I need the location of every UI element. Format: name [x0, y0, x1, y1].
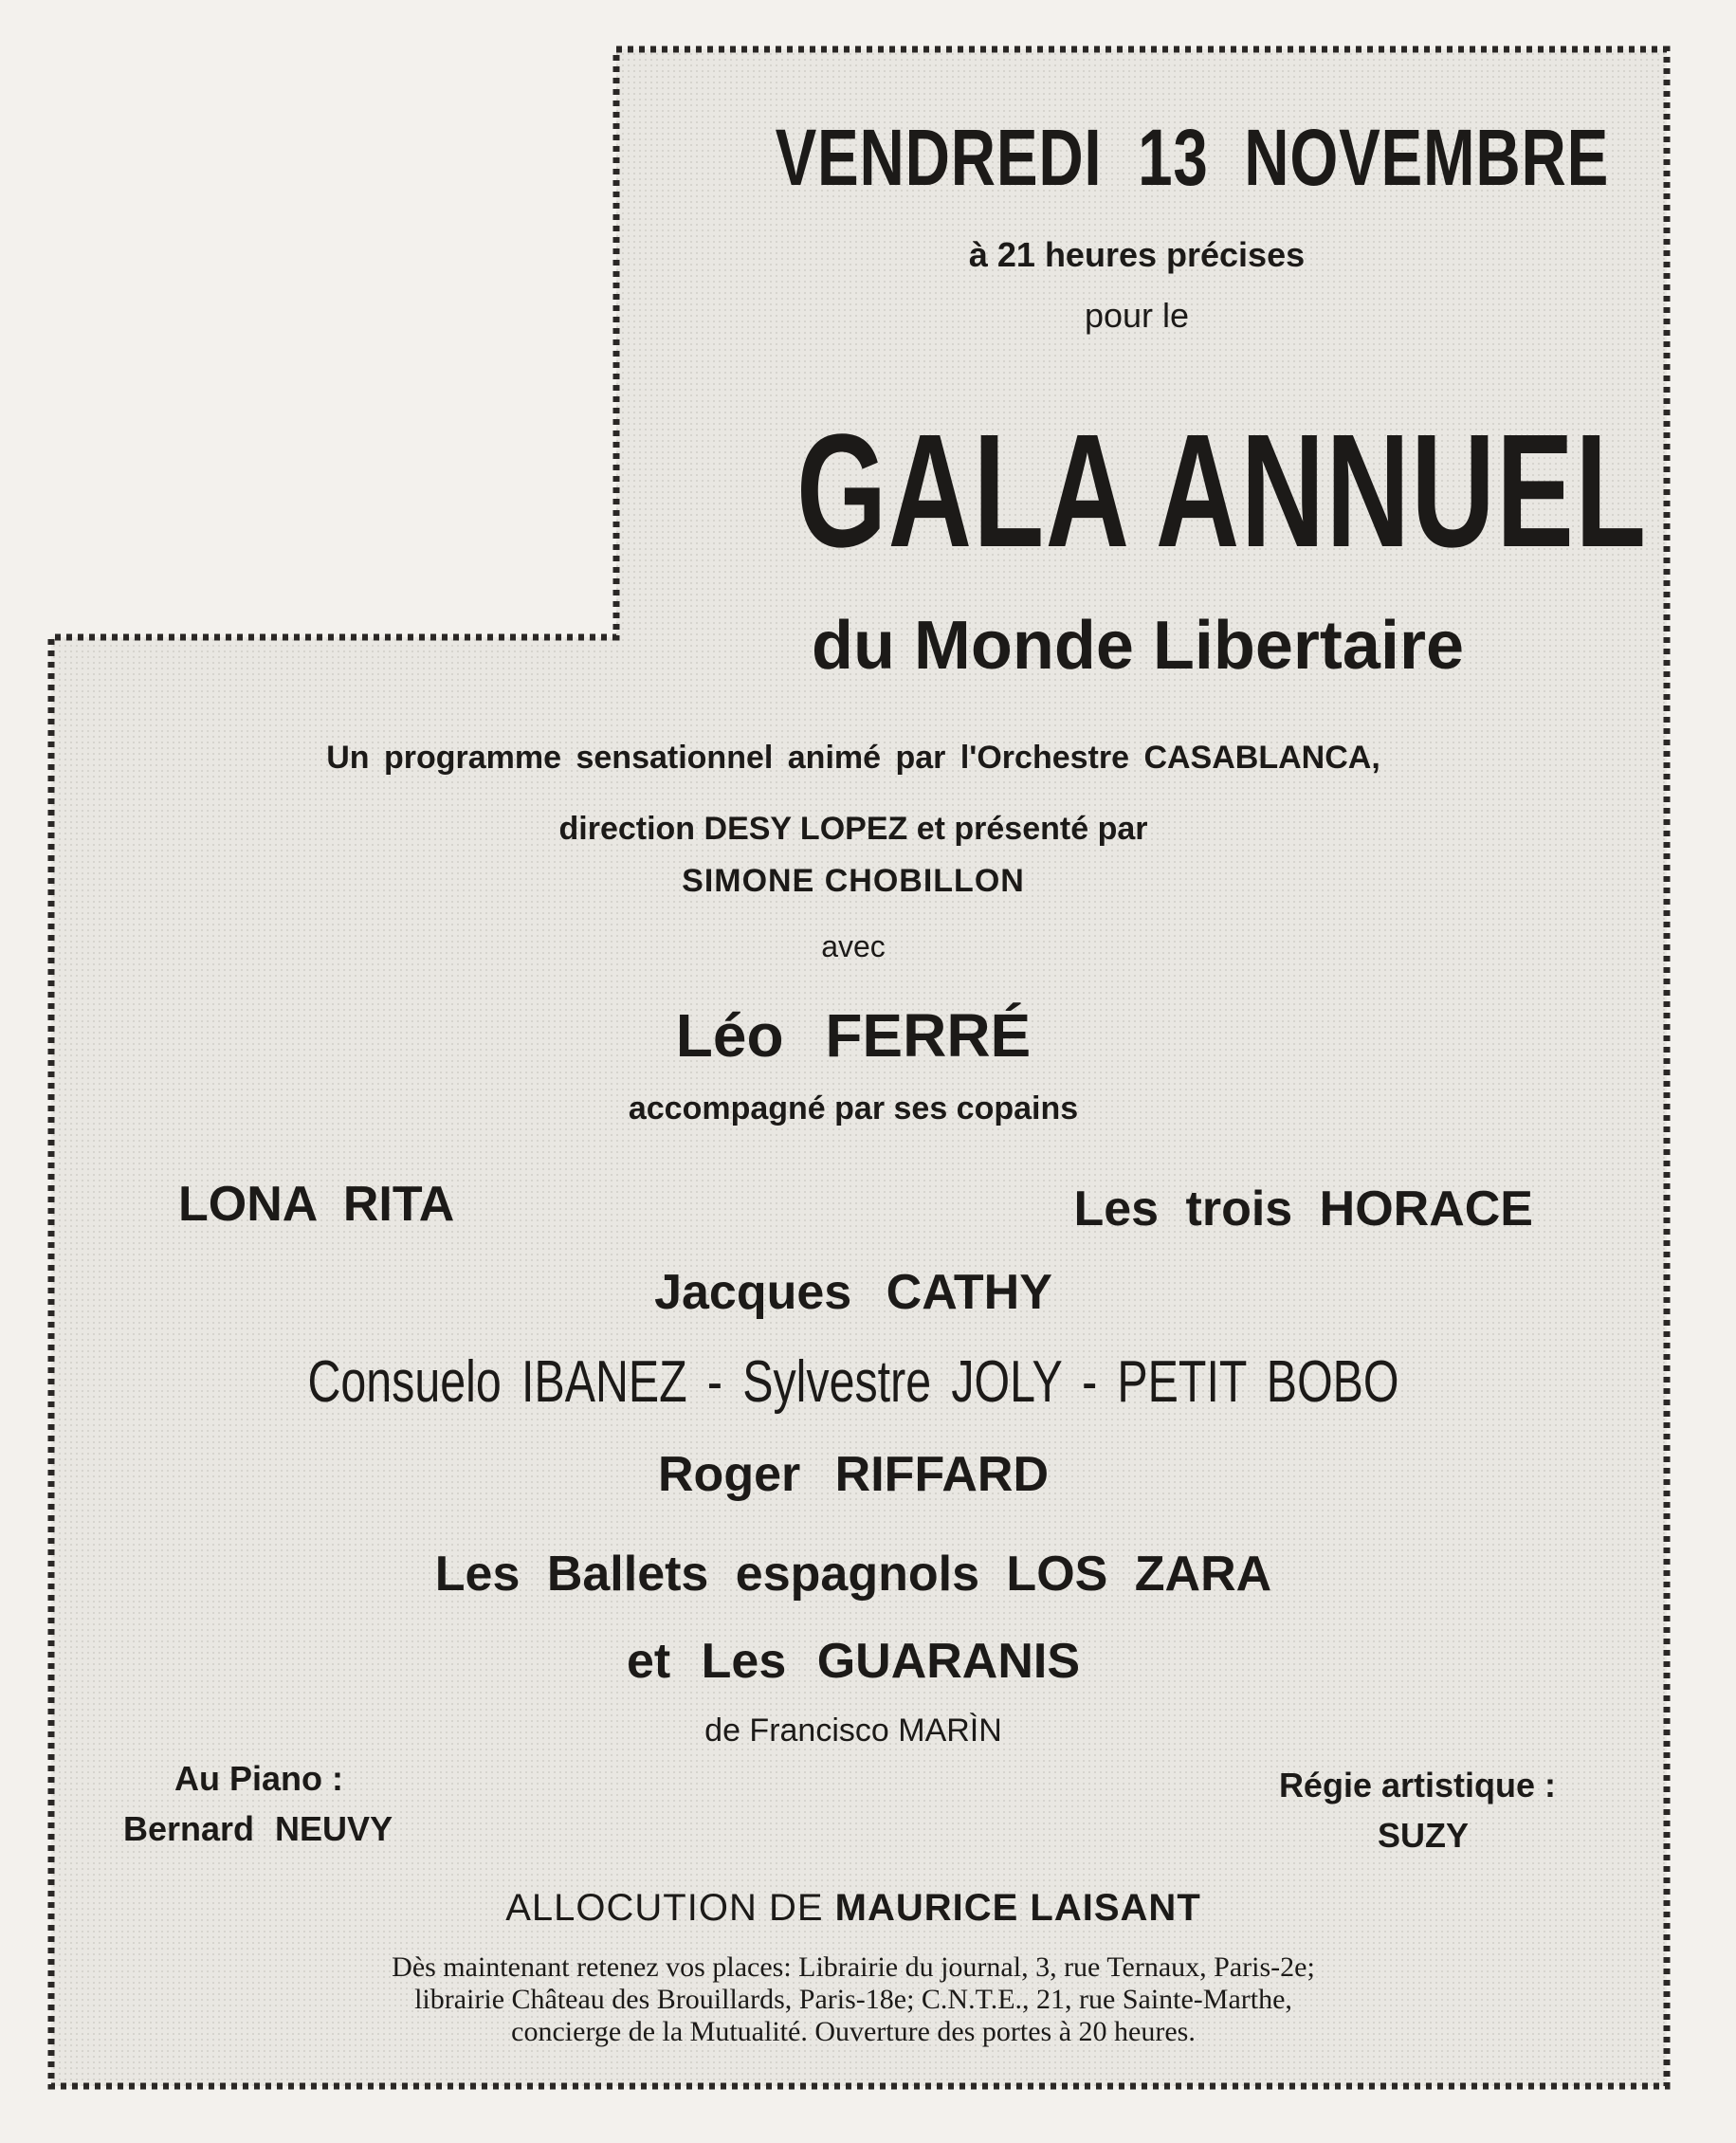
time-text: à 21 heures précises [968, 235, 1306, 274]
allocution-line [95, 1887, 1612, 1930]
avec-text: avec [821, 929, 886, 963]
artist-ballets: Les Ballets espagnols LOS ZARA [434, 1547, 1272, 1602]
artist-cathy: Jacques CATHY [654, 1265, 1052, 1320]
info-line-3: concierge de la Mutualité. Ouverture des portes à 20 heures. [511, 2016, 1196, 2047]
event-title: GALA ANNUEL [796, 401, 1648, 581]
program-line-1: Un programme sensationnel animé par l'Orchestre CASABLANCA, [326, 740, 1380, 776]
date-heading: VENDREDI 13 NOVEMBRE [775, 113, 1610, 202]
artist-marin: de Francisco MARÌN [704, 1713, 1002, 1749]
program-line-2: direction DESY LOPEZ et présenté par [558, 811, 1148, 847]
artist-guaranis: et Les GUARANIS [626, 1634, 1081, 1689]
regie-label: Régie artistique : [1278, 1766, 1556, 1804]
pour-text: pour le [1084, 296, 1190, 335]
event-subtitle: du Monde Libertaire [811, 608, 1465, 684]
allocution-speaker: MAURICE LAISANT [834, 1887, 1201, 1929]
headliner-note: accompagné par ses copains [628, 1090, 1079, 1126]
info-line-2: librairie Château des Brouillards, Paris-18e; C.N.T.E., 21, rue Sainte-Marthe, [414, 1984, 1292, 2015]
headliner-name: Léo FERRÉ [675, 1001, 1032, 1070]
artist-row: Consuelo IBANEZ - Sylvestre JOLY - PETIT BOBO [307, 1349, 1399, 1415]
artist-lona-rita: LONA RITA [178, 1177, 455, 1232]
info-line-1: Dès maintenant retenez vos places: Librairie du journal, 3, rue Ternaux, Paris-2e; [392, 1951, 1315, 1983]
artist-horace: Les trois HORACE [1073, 1181, 1533, 1236]
regie-name: SUZY [1377, 1816, 1469, 1855]
program-line-3: SIMONE CHOBILLON [682, 863, 1025, 899]
allocution-prefix: ALLOCUTION DE [505, 1887, 824, 1929]
artist-riffard: Roger RIFFARD [658, 1447, 1049, 1502]
piano-name: Bernard NEUVY [123, 1809, 393, 1848]
piano-label: Au Piano : [174, 1759, 343, 1798]
